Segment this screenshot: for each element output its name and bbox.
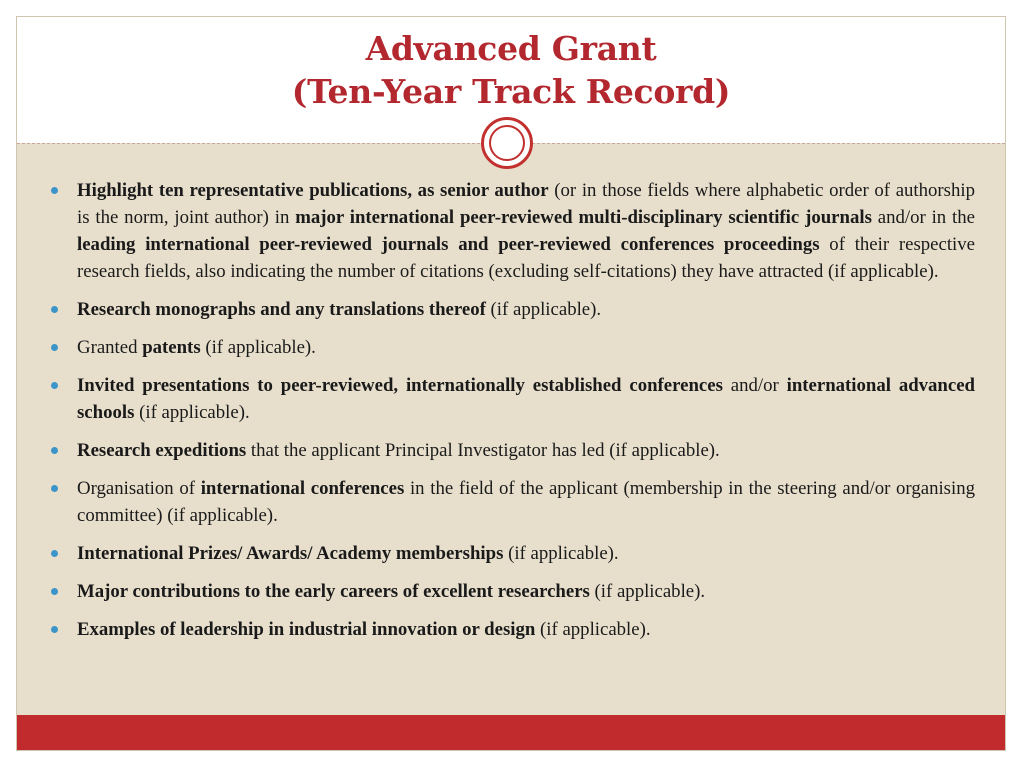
bullet-icon	[51, 588, 58, 595]
item-bold-text: Examples of leadership in industrial innovation or design	[77, 619, 536, 640]
item-text: (if applicable).	[503, 543, 619, 564]
item-text: (if applicable).	[200, 337, 316, 358]
slide	[16, 16, 1006, 751]
item-text: Granted	[77, 337, 143, 358]
bullet-icon	[51, 382, 58, 389]
list-item-presentations	[47, 372, 975, 426]
item-bold-text: major international peer-reviewed multi-disciplinary scientific journals	[295, 207, 872, 228]
list-item-leadership	[47, 616, 975, 643]
bullet-icon	[51, 344, 58, 351]
bullet-icon	[51, 447, 58, 454]
item-bold-text: Major contributions to the early careers of excellent researchers	[77, 581, 590, 602]
slide-title	[17, 27, 1005, 113]
bullet-icon	[51, 626, 58, 633]
item-bold-text: patents	[142, 337, 201, 358]
item-bold-text: leading international peer-reviewed journals and peer-reviewed conferences proceedings	[77, 234, 820, 255]
bullet-icon	[51, 485, 58, 492]
item-bold-text: international conferences	[200, 478, 405, 499]
item-text: in the field of the applicant (membership in the steering and/or organising committee) (if applicable).	[77, 478, 975, 526]
bullet-icon	[51, 550, 58, 557]
item-bold-text: International Prizes/ Awards/ Academy memberships	[77, 543, 504, 564]
bullet-icon	[51, 306, 58, 313]
item-text: Organisation of	[77, 478, 201, 499]
item-bold-text: Invited presentations to peer-reviewed, internationally established conferences	[77, 375, 723, 396]
item-bold-text: Highlight ten representative publications, as senior author	[77, 180, 549, 201]
list-item-patents	[47, 334, 975, 361]
item-bold-text: Research monographs and any translations thereof	[77, 299, 486, 320]
item-text: (if applicable).	[485, 299, 602, 320]
item-text: and/or	[722, 375, 787, 396]
list-item-conferences	[47, 475, 975, 529]
footer-band	[17, 715, 1005, 750]
item-bold-text: international advanced schools	[77, 375, 975, 423]
list-item-monographs	[47, 296, 975, 323]
item-text: that the applicant Principal Investigator has led (if applicable).	[246, 440, 720, 461]
title-line-1: Advanced Grant	[365, 29, 657, 68]
item-text: (if applicable).	[134, 402, 250, 423]
item-text: of their respective research fields, also indicating the number of citations (excluding self-citations) they have attracted (if applicable).	[77, 234, 975, 282]
list-item-prizes	[47, 540, 975, 567]
item-text: (if applicable).	[589, 581, 706, 602]
item-text: and/or in the	[871, 207, 975, 228]
circle-ornament-icon	[481, 117, 533, 169]
item-bold-text: Research expeditions	[77, 440, 247, 461]
list-item-expeditions	[47, 437, 975, 464]
item-text: (or in those fields where alphabetic order of authorship is the norm, joint author) in	[77, 180, 975, 228]
bullet-list	[47, 177, 975, 643]
bullet-icon	[51, 187, 58, 194]
item-text: (if applicable).	[535, 619, 651, 640]
title-line-2: (Ten-Year Track Record)	[291, 72, 731, 111]
list-item-publications	[47, 177, 975, 285]
list-item-contributions	[47, 578, 975, 605]
